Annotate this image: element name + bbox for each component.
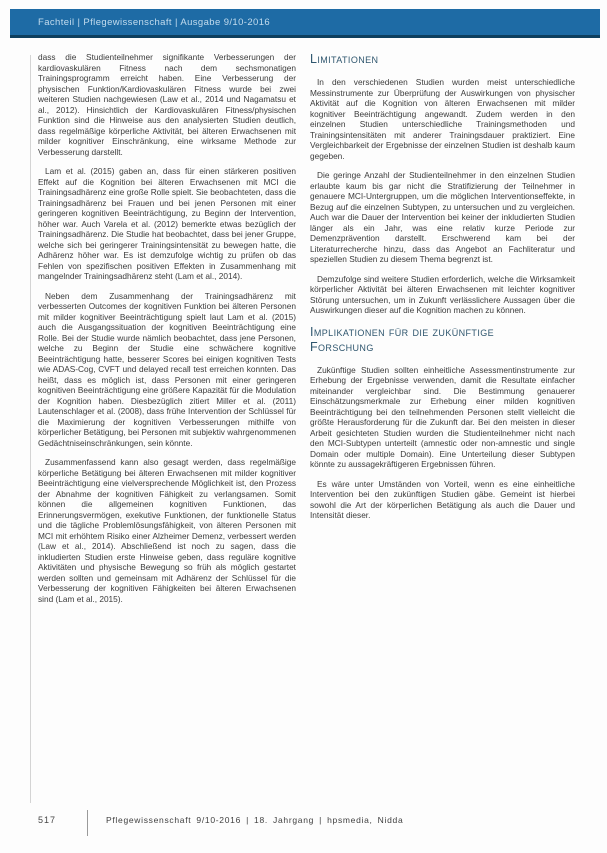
- page-footer: [0, 812, 607, 842]
- left-margin-rule: [30, 55, 31, 803]
- header-breadcrumb: Fachteil | Pflegewissenschaft | Ausgabe 9/10-2016: [38, 16, 271, 28]
- paragraph: Lam et al. (2015) gaben an, dass für einen stärkeren positiven Effekt auf die Kognition bei älteren Erwachsenen mit MCI die Trainingsadhärenz eine große Rolle spielt. Sie beobachteten, dass die Trainingsadhärenz bei Frauen und bei jenen Personen mit einer geringeren kognitiven Beeinträchtigung, zu Beginn der Intervention, höher war. Auch Varela et al. (2012) bemerkte etwas bezüglich der Trainingsadhärenz. Die Studie hat beobachtet, dass bei jener Gruppe, welche sich bei geringerer Trainingsintensität zu bewegen hatte, die Adhärenz höher war. Es ist demzufolge wichtig zu prüfen ob das Fehlen von spezifischen positiven Effekten in Zusammenhang mit mangelnder Trainingsadhärenz steht (Lam et al., 2014).: [38, 166, 296, 281]
- paragraph: Demzufolge sind weitere Studien erforderlich, welche die Wirksamkeit körperlicher Aktivität bei älteren Erwachsenen mit leichter kognitiver Störung untersuchen, um in Zukunft verlässlichere Aussagen über die Auswirkungen dieser auf die Kognition machen zu können.: [310, 273, 575, 315]
- paragraph: In den verschiedenen Studien wurden meist unterschiedliche Messinstrumente zur Überprüfung der Auswirkungen von physischer Aktivität auf die Kognition von älteren Erwachsenen mit milder kognitiver Beeinträchtigung angewandt. Zudem werden in den einzelnen Studien unterschiedliche Trainingsmethoden und Trainingsintensitäten mit anderer Trainingsdauer praktiziert. Eine Vergleichbarkeit der Ergebnisse der einzelnen Studien ist deshalb kaum gegeben.: [310, 77, 575, 161]
- paragraph: Die geringe Anzahl der Studienteilnehmer in den einzelnen Studien erlaubte kaum bis gar nicht die Stratifizierung der Teilnehmer in genauere MCI-Untergruppen, um die möglichen Interventionseffekte, in Bezug auf die einzelnen Subtypen, zu untersuchen und zu vergleichen. Auch war die Dauer der Intervention bei keiner der inkludierten Studien länger als ein Jahr, was eine relativ kurze Periode zur Demenzprävention darstellt. Erschwerend kam bei der Literaturrecherche hinzu, dass das Angebot an Fachliteratur und speziellen Studien zu diesem Thema begrenzt ist.: [310, 170, 575, 264]
- article-body: [38, 52, 575, 613]
- paragraph: Neben dem Zusammenhang der Trainingsadhärenz mit verbesserten Outcomes der kognitiven Funktion bei älteren Personen mit milder kognitiver Beeinträchtigung spielt laut Lam et al. (2015) auch die Ausgangssituation der kognitiven Beeinträchtigung eine Rolle. Bei der Studie wurde nämlich beobachtet, dass jene Personen, welche zu Beginn der Studie eine schwächere kognitive Beeinträchtigung hatte, besserer Scores bei einigen kognitiven Tests wie ADAS-Cog, CVFT und delayed recall test erreichen konnten. Das heißt, dass es möglich ist, dass Personen mit einer geringeren kognitiven Beeinträchtigung eine größere Kapazität für die Modulation der Kognition haben. Diesbezüglich zitiert Miller et al. (2011) Lautenschlager et al. (2008), dass frühe Intervention der Schlüssel für die Maximierung der kognitiven Verbesserungen mithilfe von körperlicher Betätigung, bei Personen mit subjektiv wahrgenommenen Gedächtniseinschränkungen, sein könnte.: [38, 290, 296, 448]
- paragraph: Zukünftige Studien sollten einheitliche Assessmentinstrumente zur Erhebung der Ergebnisse verwenden, damit die Resultate einfacher miteinander vergleichbar sind. Die Bestimmung genauerer Einschätzungsmerkmale zur Erhebung einer milden kognitiven Beeinträchtigung bei den teilnehmenden Personen stellt vielleicht die größte Herausforderung für die Zukunft dar. Bei den meisten in dieser Arbeit gesichteten Studien wurden die Studienteilnehmer nicht nach den MCI-Subtypen unterteilt (amnestic oder non-amnestic und single Domain oder multiple Domain). Eine Unterteilung dieser Subtypen könnte zu aussagekräftigeren Ergebnissen führen.: [310, 364, 575, 469]
- paragraph: Zusammenfassend kann also gesagt werden, dass regelmäßige körperliche Betätigung bei älteren Erwachsenen mit milder kognitiver Beeinträchtigung eine vielversprechende Möglichkeit ist, den Prozess der Abnahme der kognitiven Fähigkeit zu verlangsamen. Somit können die allgemeinen kognitiven Funktionen, das Erinnerungsvermögen, exekutive Funktionen, der funktionelle Status und die tägliche Problemlösungsfähigkeit, von älteren Personen mit MCI mit erhöhtem Risiko einer Alzheimer Demenz, verbessert werden (Law et al., 2014). Abschließend ist noch zu sagen, dass die inkludierten Studien erste Hinweise geben, dass reguläre kognitive Aktivitäten und physische Bewegung so früh als möglich gestartet werden sollten und gemeinsam mit Adhärenz der Schlüssel für die Verbesserung der kognitiven Fähigkeiten bei älteren Erwachsenen sind (Lam et al., 2015).: [38, 457, 296, 604]
- header-bar: [10, 9, 600, 38]
- paragraph: Es wäre unter Umständen von Vorteil, wenn es eine einheitliche Intervention bei den zukünftigen Studien gäbe. Gemeint ist hierbei sowohl die Art der körperlichen Betätigung als auch die Dauer und Intensität dieser.: [310, 478, 575, 520]
- section-heading-implikationen: Implikationen für die zukünftige Forschung: [310, 324, 495, 354]
- page-number: 517: [38, 815, 57, 825]
- footer-journal-line: Pflegewissenschaft 9/10-2016 | 18. Jahrgang | hpsmedia, Nidda: [106, 815, 404, 825]
- column-right: [310, 52, 575, 613]
- column-left: [38, 52, 296, 613]
- footer-divider: [87, 810, 88, 836]
- paragraph: dass die Studienteilnehmer signifikante Verbesserungen der kardiovaskulären Fitness nach dem sechsmonatigen Trainingsprogramm erreicht haben. Eine Verbesserung der physischen Funktion/Kardiovaskulären Fitness wurde bei zwei weiteren Studien nachgewiesen (Law et al., 2014 und Nagamatsu et al., 2012). Hinsichtlich der Kardiovaskulären Fitness/physischen Funktion sind die Hinweise aus den analysierten Studien deutlich, dass regelmäßige körperliche Aktivität, bei älteren Erwachsenen mit milder kognitiver Einschränkung, eine wirksame Methode zur Verbesserung darstellt.: [38, 52, 296, 157]
- section-heading-limitationen: Limitationen: [310, 52, 379, 66]
